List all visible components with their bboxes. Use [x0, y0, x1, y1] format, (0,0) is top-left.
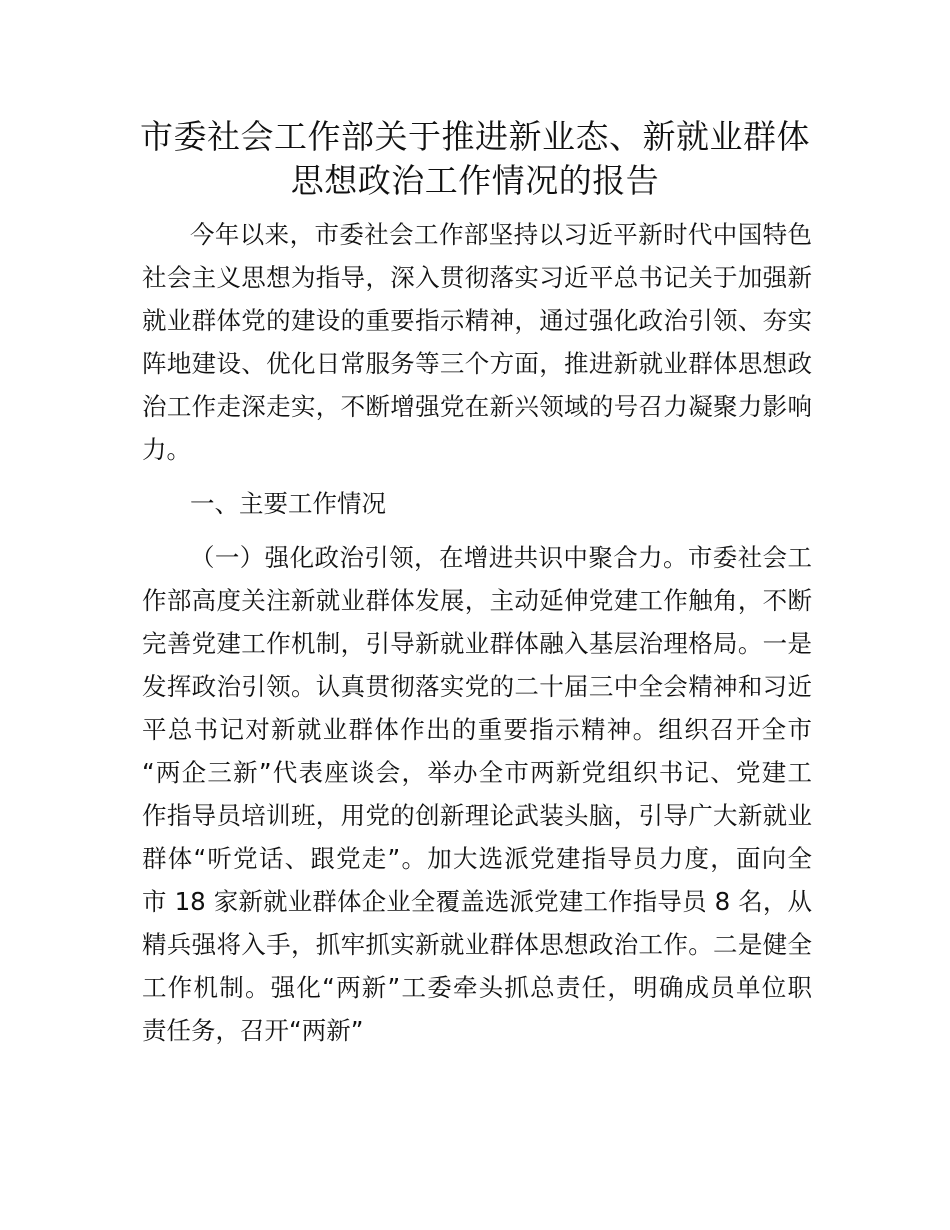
intro-paragraph-line: 治工作走深走实，不断增强党在新兴领域的号召力凝聚力影响 — [142, 392, 812, 421]
body-paragraph-line: 精兵强将入手，抓牢抓实新就业群体思想政治工作。二是健全 — [142, 930, 812, 959]
body-paragraph-line: 平总书记对新就业群体作出的重要指示精神。组织召开全市 — [142, 715, 812, 744]
body-paragraph-line: “两企三新”代表座谈会，举办全市两新党组织书记、党建工 — [142, 758, 812, 787]
intro-paragraph-line: 今年以来，市委社会工作部坚持以习近平新时代中国特色 — [190, 220, 812, 249]
body-paragraph-line: 作部高度关注新就业群体发展，主动延伸党建工作触角，不断 — [142, 586, 812, 615]
section-heading: 一、主要工作情况 — [190, 489, 386, 518]
body-paragraph-line: 完善党建工作机制，引导新就业群体融入基层治理格局。一是 — [142, 629, 812, 658]
body-paragraph-line: 责任务，召开“两新” — [142, 1016, 364, 1045]
report-title-line-2: 思想政治工作情况的报告 — [290, 161, 660, 200]
report-title-line-1: 市委社会工作部关于推进新业态、新就业群体 — [140, 117, 810, 156]
intro-paragraph-line: 社会主义思想为指导，深入贯彻落实习近平总书记关于加强新 — [142, 263, 812, 292]
body-paragraph-line: 群体“听党话、跟党走”。加大选派党建指导员力度，面向全 — [142, 844, 812, 873]
intro-paragraph-line: 就业群体党的建设的重要指示精神，通过强化政治引领、夯实 — [142, 306, 812, 335]
intro-paragraph-line: 阵地建设、优化日常服务等三个方面，推进新就业群体思想政 — [142, 349, 812, 378]
body-paragraph-line: 作指导员培训班，用党的创新理论武装头脑，引导广大新就业 — [142, 801, 812, 830]
body-paragraph-line: （一）强化政治引领，在增进共识中聚合力。市委社会工 — [190, 543, 812, 572]
intro-paragraph-line: 力。 — [142, 435, 191, 464]
body-paragraph-line: 市 18 家新就业群体企业全覆盖选派党建工作指导员 8 名，从 — [142, 887, 812, 916]
body-paragraph-line: 工作机制。强化“两新”工委牵头抓总责任，明确成员单位职 — [142, 973, 812, 1002]
body-paragraph-line: 发挥政治引领。认真贯彻落实党的二十届三中全会精神和习近 — [142, 672, 812, 701]
